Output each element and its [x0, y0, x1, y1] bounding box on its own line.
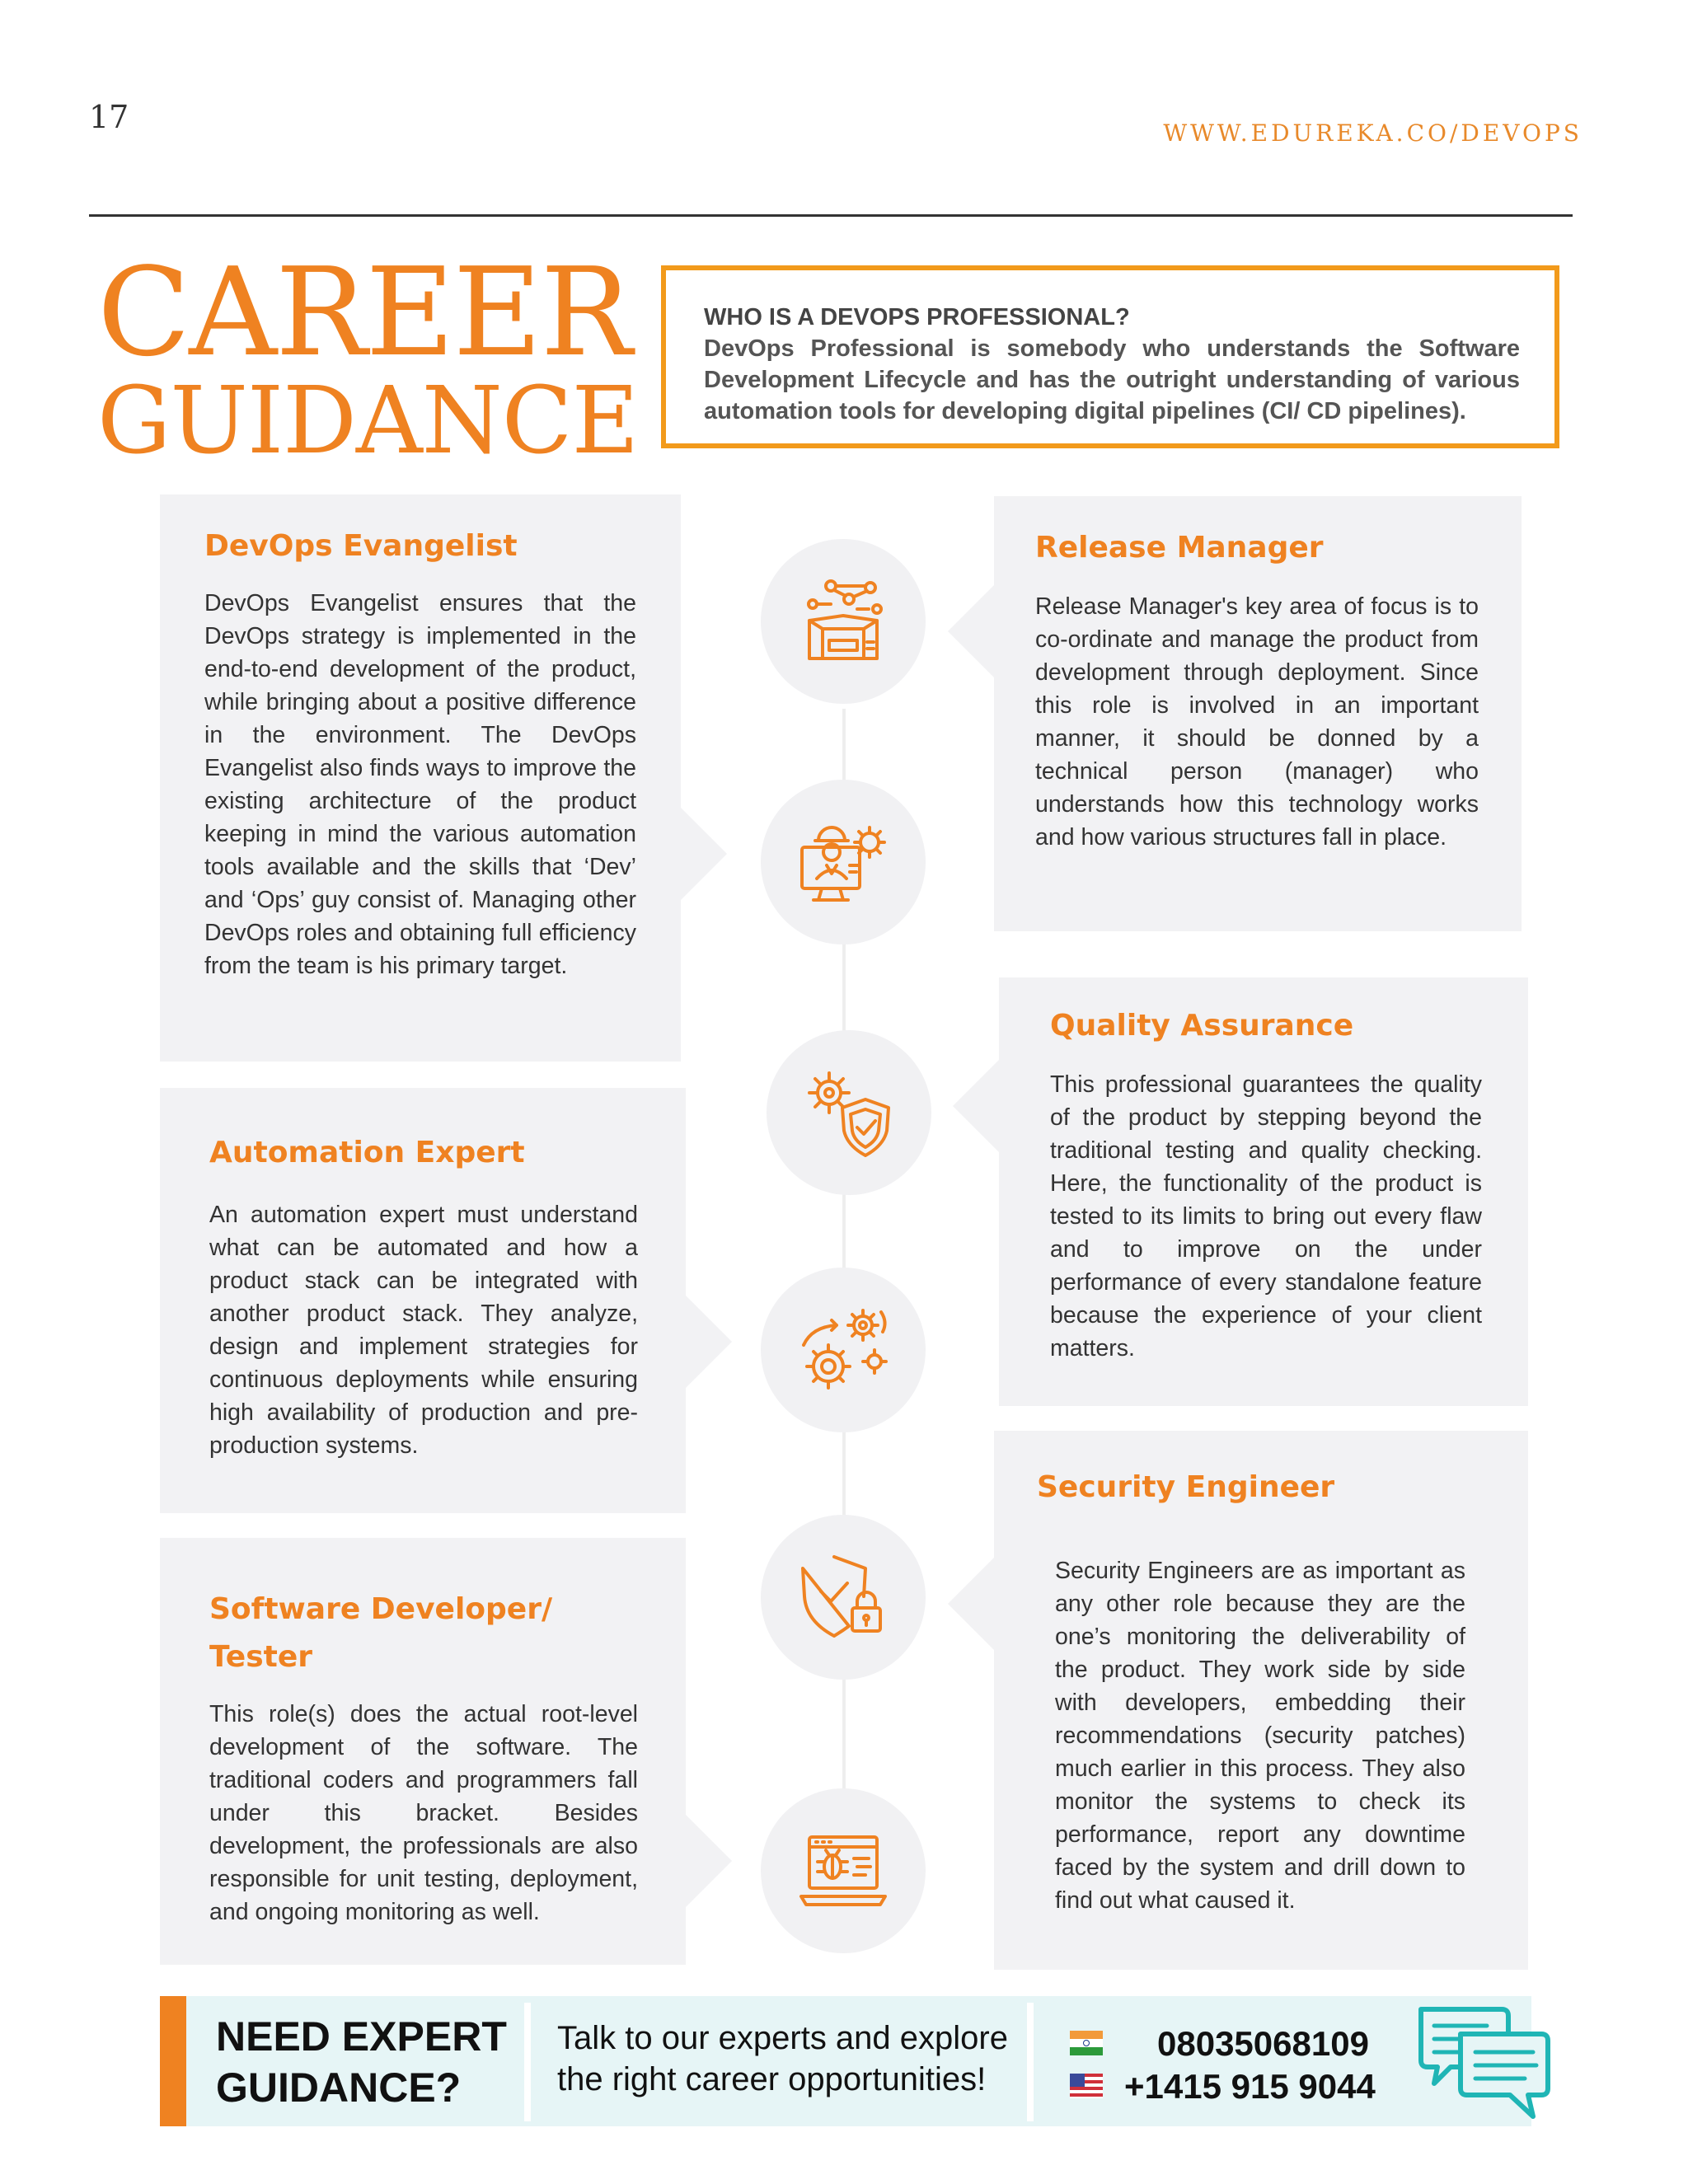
card-text: DevOps Evangelist ensures that the DevOps strategy is implemented in the end-to-end development of the product, while bringing about a positive difference in the environment. The DevOps Evangelist also finds ways to improve the existing architecture of the product keeping in mind the various automation tools available and the skills that ‘Dev’ and ‘Ops’ guy consist of. Managing other DevOps roles and obtaining full efficiency from the team is his primary target.: [204, 590, 636, 979]
card-title: Release Manager: [1035, 531, 1324, 565]
card-pointer: [953, 1060, 999, 1152]
page-title-line2: GUIDANCE: [97, 368, 639, 475]
card-title-line1: Software Developer/: [209, 1592, 553, 1626]
card-title: DevOps Evangelist: [204, 529, 518, 563]
engineer-monitor-gear-icon: [797, 816, 889, 908]
header-divider: [89, 214, 1573, 217]
cta-divider: [524, 2003, 531, 2121]
cta-heading-line1: NEED EXPERT: [216, 2013, 507, 2060]
page-title-line1: CAREER: [97, 241, 631, 383]
cta-heading: [216, 2011, 507, 2113]
cta-accent-bar: [160, 1996, 186, 2126]
card-security-engineer: [994, 1431, 1528, 1970]
card-release-manager: [994, 496, 1522, 931]
cta-text-line1: Talk to our experts and explore: [557, 2020, 1008, 2056]
card-text: An automation expert must understand what can be automated and how a product stack can be integrated with another product stack. They analyze, design and implement strategies for continuous deployments while ensuring high availability of production and pre-production systems.: [209, 1202, 638, 1459]
intro-answer: DevOps Professional is somebody who understands the Software Development Lifecycle and has the outright understanding of various automation tools for developing digital pipelines (CI/ CD pipelines).: [704, 335, 1520, 424]
cta-heading-line2: GUIDANCE?: [216, 2064, 462, 2111]
card-pointer: [686, 1815, 732, 1907]
laptop-bug-code-icon: [798, 1825, 889, 1916]
card-title: Automation Expert: [209, 1136, 525, 1169]
card-text: Release Manager's key area of focus is to co-ordinate and manage the product from development through deployment. Since this role is involved in an important manner, it should be donned by a technical person (manager) who understands how this technology works and how various structures fall in place.: [1035, 593, 1479, 851]
us-flag-icon: [1070, 2074, 1103, 2098]
cta-text: [557, 2018, 1008, 2100]
circle-quality-assurance: [767, 1030, 931, 1195]
circle-software-developer: [761, 1788, 926, 1953]
chat-bubbles-icon: [1413, 2003, 1554, 2126]
card-quality-assurance: [999, 977, 1528, 1406]
intro-question: WHO IS A DEVOPS PROFESSIONAL?: [704, 304, 1130, 330]
circle-automation-expert: [761, 1268, 926, 1432]
card-pointer: [686, 1296, 732, 1388]
cta-text-line2: the right career opportunities!: [557, 2061, 987, 2097]
card-title: Security Engineer: [1037, 1470, 1335, 1504]
circle-security-engineer: [761, 1515, 926, 1680]
intro-box: [661, 265, 1559, 448]
circle-release-manager: [761, 780, 926, 944]
card-automation-expert: [160, 1088, 686, 1513]
page-number: 17: [89, 99, 129, 135]
site-url[interactable]: WWW.EDUREKA.CO/DEVOPS: [1163, 120, 1582, 147]
cta-divider: [1027, 2003, 1034, 2121]
card-title: Quality Assurance: [1050, 1009, 1354, 1043]
gears-automation-icon: [795, 1302, 891, 1398]
card-text: This role(s) does the actual root-level development of the software. The traditional coders and programmers fall under this bracket. Besides development, the professionals are also responsible for unit testing, deployment, and ongoing monitoring as well.: [209, 1701, 638, 1925]
phone-us[interactable]: +1415 915 9044: [1124, 2067, 1376, 2106]
card-title-line2: Tester: [209, 1640, 312, 1674]
card-text: Security Engineers are as important as any other role because they are the one’s monitoring the deliverability of the product. They work side by side with developers, embedding their recommendations (security patches) much earlier in this process. They also monitor the systems to check its performance, report any downtime faced by the system and drill down to find out what caused it.: [1055, 1558, 1465, 1914]
phone-india[interactable]: 08035068109: [1157, 2024, 1369, 2063]
gear-shield-check-icon: [801, 1065, 897, 1160]
card-software-developer: [160, 1538, 686, 1965]
card-pointer: [681, 808, 727, 900]
shield-lock-icon: [798, 1552, 889, 1643]
circle-devops-evangelist: [761, 539, 926, 704]
card-text: This professional guarantees the quality of the product by stepping beyond the traditional testing and quality checking. Here, the functionality of the product is tested to its limits to bring out every flaw and to improve on the under performance of every standalone feature because the experience of your client matters.: [1050, 1071, 1482, 1361]
card-pointer: [948, 585, 994, 677]
card-devops-evangelist: [160, 494, 681, 1062]
product-box-network-icon: [798, 576, 889, 667]
card-pointer: [948, 1558, 994, 1650]
india-flag-icon: [1070, 2031, 1103, 2055]
